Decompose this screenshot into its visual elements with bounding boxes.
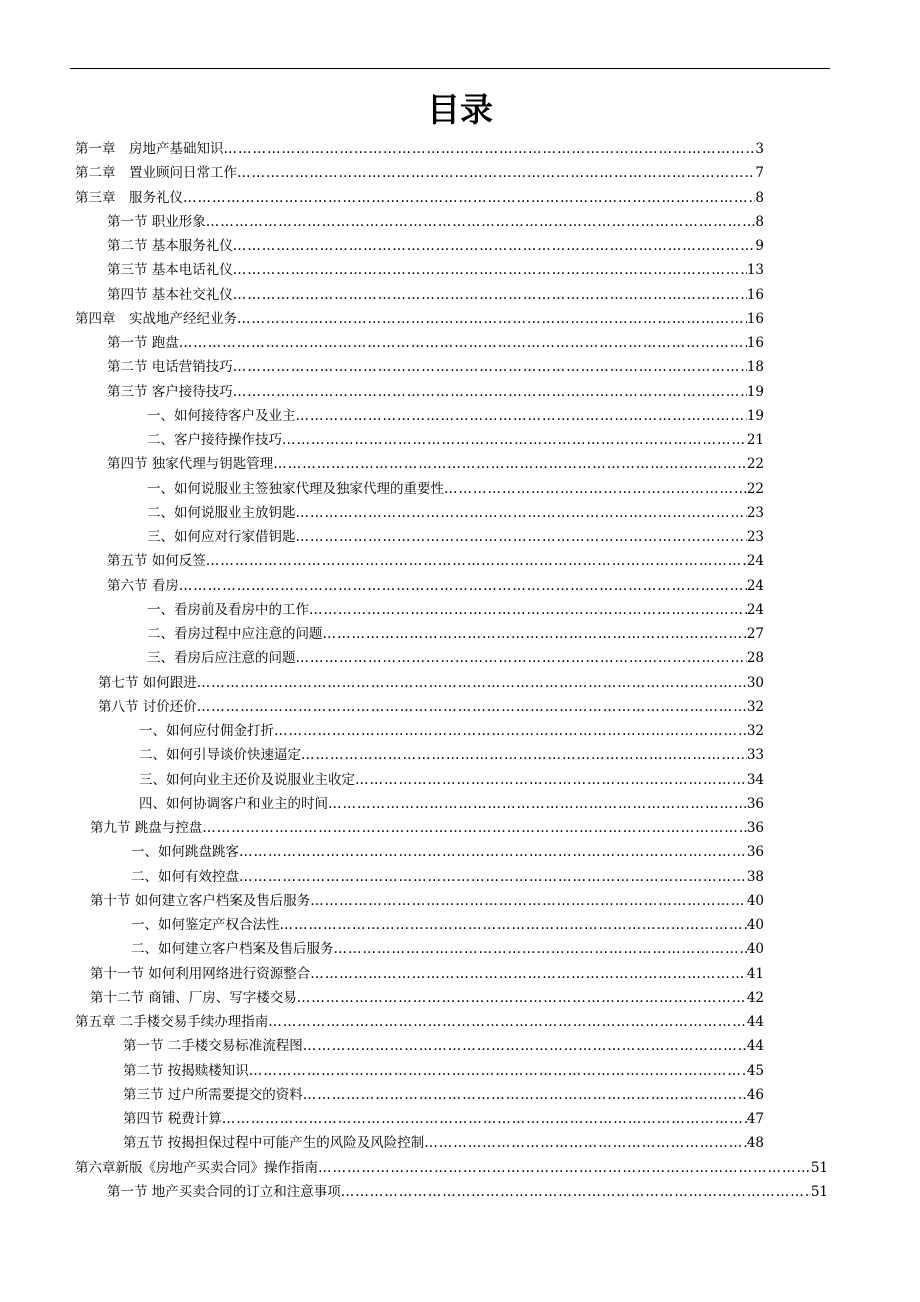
- toc-entry-page-number: 47: [746, 1111, 764, 1127]
- toc-entry[interactable]: [107, 234, 764, 258]
- toc-entry[interactable]: [98, 671, 764, 695]
- toc-entry-page-number: 13: [746, 262, 764, 279]
- toc-leader-dots: [309, 598, 747, 622]
- toc-entry[interactable]: [107, 380, 764, 404]
- toc-leader-dots: [341, 1180, 811, 1204]
- toc-leader-dots: [296, 525, 747, 549]
- toc-entry-page-number: 23: [746, 529, 764, 545]
- toc-entry[interactable]: [139, 743, 764, 767]
- toc-leader-dots: [237, 161, 755, 185]
- toc-leader-dots: [222, 1107, 747, 1131]
- toc-leader-dots: [282, 428, 747, 452]
- toc-entry-label: 第十节 如何建立客户档案及售后服务: [90, 892, 311, 909]
- toc-entry-page-number: 40: [746, 892, 764, 909]
- toc-entry-page-number: 51: [810, 1183, 828, 1200]
- toc-entry-page-number: 21: [746, 432, 764, 448]
- toc-entry-page-number: 45: [746, 1062, 764, 1079]
- toc-entry-label: 一、如何说服业主签独家代理及独家代理的重要性: [147, 480, 444, 497]
- toc-leader-dots: [197, 695, 747, 719]
- toc-entry-label: 第一节 职业形象: [107, 213, 206, 230]
- toc-leader-dots: [296, 646, 747, 670]
- toc-leader-dots: [280, 913, 747, 937]
- toc-entry-label: 一、如何鉴定产权合法性: [131, 917, 280, 933]
- page-title: 目录: [427, 90, 493, 129]
- toc-entry[interactable]: [131, 840, 764, 864]
- toc-leader-dots: [239, 840, 747, 864]
- toc-entry-label: 第三节 客户接待技巧: [107, 383, 233, 400]
- toc-leader-dots: [301, 743, 747, 767]
- toc-entry-label: 二、如何有效控盘: [131, 868, 239, 885]
- toc-leader-dots: [273, 452, 747, 476]
- toc-entry-label: 第六节 看房: [107, 577, 179, 594]
- toc-entry[interactable]: [98, 695, 764, 719]
- toc-entry-label: 第三章 服务礼仪: [75, 189, 183, 206]
- toc-entry[interactable]: [75, 307, 764, 331]
- toc-entry-page-number: 30: [746, 674, 764, 691]
- toc-entry[interactable]: [131, 937, 764, 961]
- toc-entry[interactable]: [75, 1010, 764, 1034]
- toc-entry-page-number: 16: [746, 310, 764, 327]
- toc-entry-page-number: 24: [746, 577, 764, 594]
- toc-entry[interactable]: [147, 646, 764, 670]
- toc-entry-page-number: 8: [755, 189, 764, 206]
- toc-entry[interactable]: [139, 792, 764, 816]
- toc-entry-label: 三、如何应对行家借钥匙: [147, 529, 296, 545]
- toc-entry-label: 二、如何引导谈价快速逼定: [139, 747, 301, 764]
- toc-entry-label: 二、如何建立客户档案及售后服务: [131, 941, 334, 958]
- toc-entry[interactable]: [147, 525, 764, 549]
- toc-entry[interactable]: [139, 768, 764, 792]
- toc-entry-label: 一、如何应付佣金打折: [139, 723, 274, 739]
- toc-entry[interactable]: [123, 1107, 764, 1131]
- toc-entry[interactable]: [123, 1059, 764, 1083]
- toc-entry[interactable]: [75, 1156, 828, 1180]
- toc-entry[interactable]: [90, 816, 764, 840]
- toc-entry[interactable]: [123, 1131, 764, 1155]
- toc-leader-dots: [318, 1156, 811, 1180]
- toc-entry-label: 第十二节 商铺、厂房、写字楼交易: [90, 989, 297, 1006]
- toc-entry-label: 一、看房前及看房中的工作: [147, 601, 309, 618]
- toc-entry-label: 第五节 按揭担保过程中可能产生的风险及风险控制: [123, 1135, 425, 1152]
- toc-leader-dots: [303, 1083, 747, 1107]
- toc-leader-dots: [233, 355, 747, 379]
- toc-leader-dots: [233, 234, 756, 258]
- toc-entry[interactable]: [107, 574, 764, 598]
- toc-entry-label: 第四节 基本社交礼仪: [107, 286, 233, 303]
- header-rule: [70, 68, 830, 69]
- toc-entry-page-number: 8: [755, 213, 764, 230]
- toc-entry-page-number: 7: [755, 165, 764, 182]
- toc-entry[interactable]: [107, 258, 764, 282]
- toc-entry-page-number: 19: [746, 407, 764, 424]
- toc-entry[interactable]: [107, 355, 764, 379]
- toc-entry[interactable]: [147, 477, 764, 501]
- toc-leader-dots: [197, 671, 747, 695]
- toc-leader-dots: [239, 865, 747, 889]
- toc-entry[interactable]: [147, 598, 764, 622]
- toc-entry-label: 第二章 置业顾问日常工作: [75, 165, 237, 182]
- toc-leader-dots: [303, 1034, 747, 1058]
- toc-entry-page-number: 44: [746, 1014, 764, 1030]
- toc-entry[interactable]: [90, 962, 764, 986]
- toc-leader-dots: [206, 549, 747, 573]
- toc-leader-dots: [179, 331, 747, 355]
- toc-entry-label: 一、如何接待客户及业主: [147, 407, 296, 424]
- toc-entry[interactable]: [107, 452, 764, 476]
- toc-entry-page-number: 22: [746, 456, 764, 473]
- toc-entry-label: 三、看房后应注意的问题: [147, 650, 296, 667]
- toc-entry-page-number: 41: [746, 965, 764, 982]
- toc-entry-page-number: 32: [746, 698, 764, 715]
- toc-entry-label: 第二节 电话营销技巧: [107, 359, 233, 376]
- toc-entry-label: 第一节 跑盘: [107, 335, 179, 351]
- toc-leader-dots: [296, 501, 747, 525]
- toc-leader-dots: [233, 258, 747, 282]
- toc-leader-dots: [334, 937, 747, 961]
- toc-entry-label: 第八节 讨价还价: [98, 698, 197, 715]
- toc-entry[interactable]: [75, 137, 764, 161]
- toc-entry-page-number: 9: [755, 238, 764, 254]
- toc-entry-page-number: 46: [746, 1086, 764, 1103]
- toc-entry[interactable]: [147, 428, 764, 452]
- toc-leader-dots: [206, 210, 756, 234]
- toc-entry-page-number: 18: [746, 359, 764, 376]
- toc-entry[interactable]: [75, 161, 764, 185]
- toc-leader-dots: [249, 1059, 747, 1083]
- toc-entry-page-number: 42: [746, 989, 764, 1006]
- toc-entry-page-number: 40: [746, 917, 764, 933]
- toc-entry-label: 二、如何说服业主放钥匙: [147, 504, 296, 521]
- toc-leader-dots: [268, 1010, 747, 1034]
- toc-entry-page-number: 3: [755, 141, 764, 157]
- toc-entry-label: 第四节 税费计算: [123, 1111, 222, 1127]
- toc-entry[interactable]: [90, 889, 764, 913]
- toc-leader-dots: [233, 283, 747, 307]
- toc-entry-page-number: 34: [746, 771, 764, 788]
- toc-leader-dots: [237, 307, 747, 331]
- toc-leader-dots: [202, 816, 747, 840]
- toc-entry[interactable]: [147, 622, 764, 646]
- toc-leader-dots: [323, 622, 747, 646]
- toc-entry-page-number: 22: [746, 480, 764, 497]
- toc-entry-label: 第四章 实战地产经纪业务: [75, 310, 237, 327]
- toc-entry[interactable]: [131, 913, 764, 937]
- toc-leader-dots: [183, 186, 755, 210]
- toc-entry[interactable]: [139, 719, 764, 743]
- toc-entry-label: 一、如何跳盘跳客: [131, 844, 239, 861]
- toc-leader-dots: [310, 962, 747, 986]
- toc-leader-dots: [179, 574, 747, 598]
- toc-entry-page-number: 36: [746, 820, 764, 836]
- toc-entry-label: 第九节 跳盘与控盘: [90, 820, 203, 836]
- toc-entry[interactable]: [90, 986, 764, 1010]
- toc-entry-page-number: 16: [746, 286, 764, 303]
- toc-entry-label: 第一节 二手楼交易标准流程图: [123, 1038, 303, 1055]
- toc-entry-label: 第四节 独家代理与钥匙管理: [107, 456, 274, 473]
- toc-entry-page-number: 28: [746, 650, 764, 667]
- toc-entry[interactable]: [75, 186, 764, 210]
- toc-entry-page-number: 48: [746, 1135, 764, 1152]
- toc-entry[interactable]: [107, 331, 764, 355]
- toc-leader-dots: [444, 477, 747, 501]
- toc-entry-page-number: 36: [746, 795, 764, 812]
- toc-entry-page-number: 24: [746, 601, 764, 618]
- toc-entry-page-number: 27: [746, 626, 764, 642]
- toc-entry-label: 第七节 如何跟进: [98, 674, 197, 691]
- toc-entry-label: 第三节 过户所需要提交的资料: [123, 1086, 303, 1103]
- toc-entry-page-number: 40: [746, 941, 764, 958]
- toc-leader-dots: [310, 889, 747, 913]
- toc-entry[interactable]: [131, 865, 764, 889]
- toc-entry-page-number: 16: [746, 335, 764, 351]
- toc-entry-label: 第一节 地产买卖合同的订立和注意事项: [107, 1183, 341, 1200]
- toc-entry-page-number: 36: [746, 844, 764, 861]
- toc-entry-page-number: 24: [746, 553, 764, 570]
- toc-entry-label: 二、客户接待操作技巧: [147, 432, 282, 448]
- toc-entry[interactable]: [107, 283, 764, 307]
- toc-leader-dots: [224, 137, 756, 161]
- toc-entry[interactable]: [107, 549, 764, 573]
- toc-entry[interactable]: [107, 1180, 828, 1204]
- toc-entry-label: 第三节 基本电话礼仪: [107, 262, 233, 279]
- toc-entry-label: 第一章 房地产基础知识: [75, 141, 224, 157]
- toc-entry-label: 二、看房过程中应注意的问题: [147, 626, 323, 642]
- toc-entry-label: 第十一节 如何利用网络进行资源整合: [90, 965, 311, 982]
- toc-leader-dots: [424, 1131, 747, 1155]
- toc-entry[interactable]: [123, 1083, 764, 1107]
- toc-entry-label: 第五章 二手楼交易手续办理指南: [75, 1014, 269, 1030]
- toc-entry-page-number: 38: [746, 868, 764, 885]
- toc-entry-page-number: 19: [746, 383, 764, 400]
- toc-entry-label: 第五节 如何反签: [107, 553, 206, 570]
- toc-entry[interactable]: [147, 501, 764, 525]
- toc-entry[interactable]: [123, 1034, 764, 1058]
- toc-leader-dots: [328, 792, 747, 816]
- toc-leader-dots: [274, 719, 747, 743]
- toc-entry[interactable]: [147, 404, 764, 428]
- toc-entry-page-number: 33: [746, 747, 764, 764]
- toc-entry-page-number: 51: [810, 1159, 828, 1176]
- toc-entry-label: 三、如何向业主还价及说服业主收定: [139, 771, 355, 788]
- toc-entry-page-number: 44: [746, 1038, 764, 1055]
- toc-entry-label: 四、如何协调客户和业主的时间: [139, 795, 328, 812]
- toc-leader-dots: [296, 404, 747, 428]
- toc-entry-label: 第二节 按揭赎楼知识: [123, 1062, 249, 1079]
- toc-entry-page-number: 32: [746, 723, 764, 739]
- toc-entry-label: 第二节 基本服务礼仪: [107, 238, 233, 254]
- toc-leader-dots: [297, 986, 747, 1010]
- toc-leader-dots: [355, 768, 747, 792]
- toc-leader-dots: [233, 380, 747, 404]
- toc-entry-label: 第六章新版《房地产买卖合同》操作指南: [75, 1159, 318, 1176]
- toc-entry-page-number: 23: [746, 504, 764, 521]
- toc-entry[interactable]: [107, 210, 764, 234]
